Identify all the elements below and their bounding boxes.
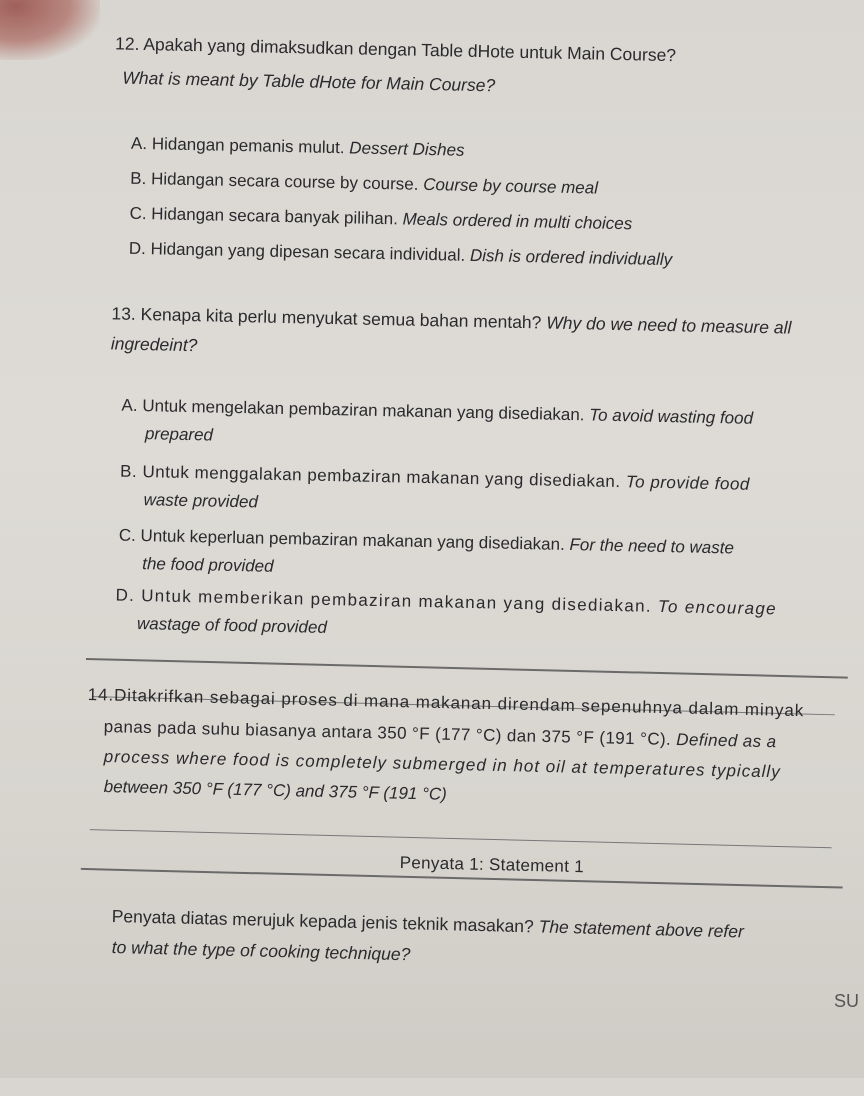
statement-english: Defined as a xyxy=(676,729,777,752)
option-english: Meals ordered in multi choices xyxy=(402,209,633,234)
question-13-number: 13. xyxy=(111,303,136,324)
question-12 xyxy=(115,32,676,66)
question-14-line-4: between 350 °F (177 °C) and 375 °F (191 °C) xyxy=(103,776,448,804)
option-malay: Untuk memberikan pembaziran makanan yang disediakan. xyxy=(140,586,653,616)
option-malay: Hidangan yang dipesan secara individual. xyxy=(150,239,466,265)
option-12-a[interactable] xyxy=(131,133,465,162)
option-malay: Hidangan pemanis mulut. xyxy=(151,134,345,158)
option-13-c-cont: the food provided xyxy=(142,554,274,576)
option-13-a[interactable] xyxy=(121,395,753,430)
option-letter: B. xyxy=(119,461,138,481)
option-letter: C. xyxy=(118,525,137,545)
option-12-c[interactable] xyxy=(129,203,632,236)
option-english: To encourage xyxy=(657,596,778,619)
partial-text: SU xyxy=(834,991,860,1011)
question-12-malay: Apakah yang dimaksudkan dengan Table dHote untuk Main Course? xyxy=(143,34,677,66)
question-14-line-3: process where food is completely submerged in hot oil at temperatures typically xyxy=(103,746,781,782)
option-english: To provide food xyxy=(625,472,751,494)
question-13-english: Why do we need to measure all xyxy=(546,312,792,338)
question-14-malay: Penyata diatas merujuk kepada jenis teknik masakan? xyxy=(111,905,535,937)
option-letter: B. xyxy=(130,168,147,189)
option-english: For the need to waste xyxy=(569,535,735,558)
option-letter: C. xyxy=(129,203,147,224)
option-letter: D. xyxy=(128,238,147,259)
question-13 xyxy=(111,302,791,338)
option-12-b[interactable] xyxy=(130,168,598,200)
option-english: Dessert Dishes xyxy=(349,138,465,160)
question-12-english: What is meant by Table dHote for Main Course? xyxy=(122,67,496,96)
option-english: Dish is ordered individually xyxy=(469,245,673,270)
question-14-english: The statement above refer xyxy=(538,916,745,942)
option-malay: Untuk menggalakan pembaziran makanan yang disediakan. xyxy=(142,462,621,492)
option-malay: Untuk mengelakan pembaziran makanan yang disediakan. xyxy=(142,396,585,425)
statement-line: Ditakrifkan sebagai proses di mana makanan direndam sepenuhnya dalam minyak xyxy=(113,685,805,721)
option-letter: A. xyxy=(130,133,148,154)
option-13-b-cont: waste provided xyxy=(143,490,259,512)
option-malay: Hidangan secara course by course. xyxy=(150,169,419,194)
statement-caption: Penyata 1: Statement 1 xyxy=(399,852,585,877)
question-14-prompt-cont: to what the type of cooking technique? xyxy=(111,936,411,965)
option-letter: D. xyxy=(115,585,136,605)
option-13-a-cont: prepared xyxy=(144,424,214,445)
question-13-malay: Kenapa kita perlu menyukat semua bahan mentah? xyxy=(140,304,542,333)
option-english: To avoid wasting food xyxy=(589,405,754,428)
statement-line: panas pada suhu biasanya antara 350 °F (177 °C) dan 375 °F (191 °C). xyxy=(103,716,672,749)
question-14-number: 14. xyxy=(87,684,115,705)
question-12-number: 12. xyxy=(114,33,140,54)
option-12-d[interactable] xyxy=(129,238,673,271)
option-letter: A. xyxy=(121,395,138,415)
option-malay: Untuk keperluan pembaziran makanan yang disediakan. xyxy=(140,526,565,554)
option-english: Course by course meal xyxy=(423,174,599,198)
option-13-d-cont: wastage of food provided xyxy=(136,614,328,637)
question-13-english-cont: ingredeint? xyxy=(110,333,198,356)
option-malay: Hidangan secara banyak pilihan. xyxy=(151,204,399,229)
